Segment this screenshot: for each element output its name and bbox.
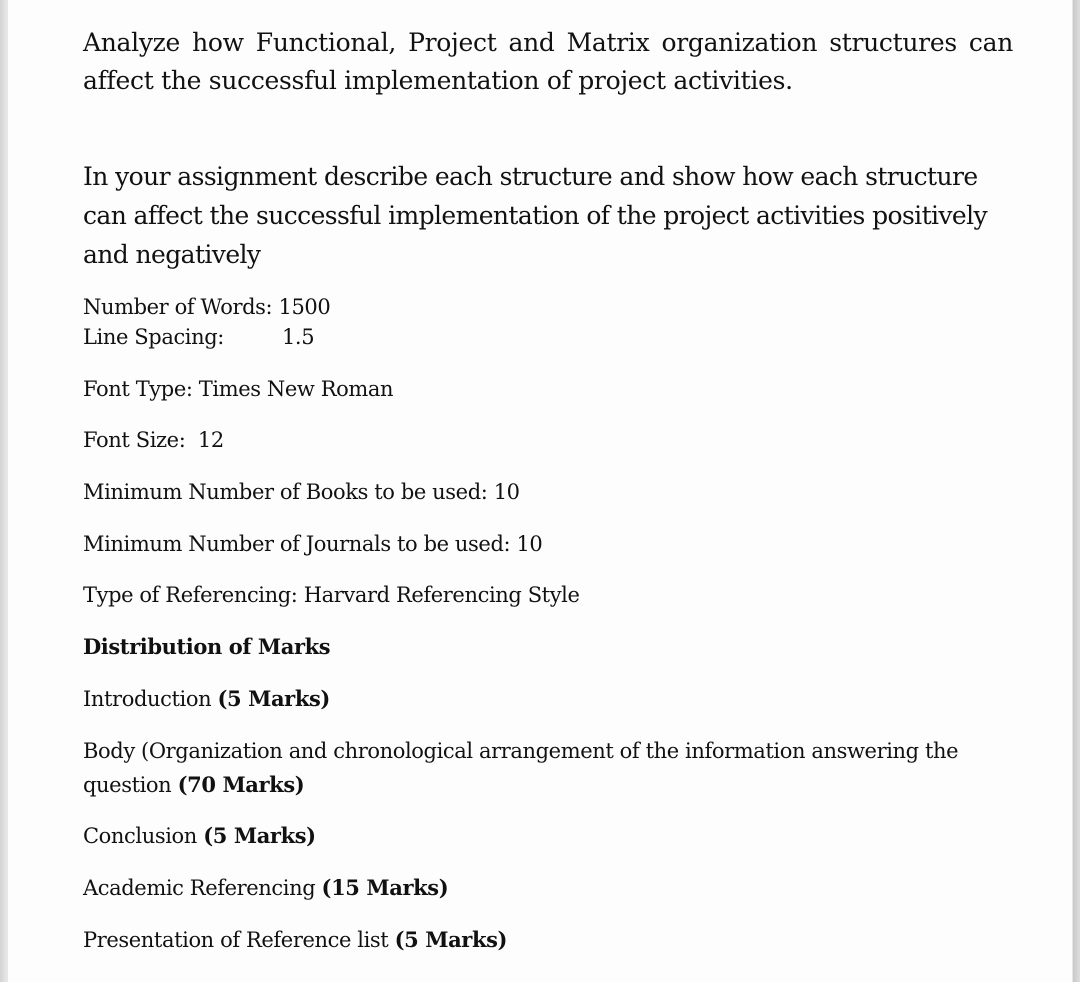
min-journals-line: Minimum Number of Journals to be used: 10: [83, 532, 543, 556]
word-count-label: Number of Words:: [83, 295, 273, 319]
word-count-value: 1500: [278, 295, 331, 319]
marks-item-value: (70 Marks): [177, 772, 305, 797]
referencing-line: Type of Referencing: Harvard Referencing Style: [83, 583, 580, 607]
document-page: [7, 0, 1073, 982]
word-count-line: [83, 292, 330, 322]
marks-item: [83, 821, 316, 851]
line-spacing-value: 1.5: [281, 325, 315, 349]
font-type-line: Font Type: Times New Roman: [83, 377, 394, 401]
line-spacing-line: [83, 322, 314, 352]
marks-item-value: (5 Marks): [203, 823, 316, 848]
marks-item-label: Conclusion: [83, 824, 204, 848]
page-left-edge: [0, 0, 7, 982]
marks-item-value: (15 Marks): [321, 875, 449, 900]
marks-item: [83, 925, 507, 955]
marks-heading: Distribution of Marks: [83, 634, 331, 659]
font-size-line: Font Size: 12: [83, 428, 224, 452]
min-books-line: Minimum Number of Books to be used: 10: [83, 480, 520, 504]
marks-item-label: Academic Referencing: [83, 876, 322, 900]
marks-item-value: (5 Marks): [217, 686, 330, 711]
marks-item-label: Presentation of Reference list: [83, 928, 395, 952]
marks-item: [83, 684, 330, 714]
marks-item-label: Body (Organization and chronological arrangement of the information answering the question: [83, 739, 965, 797]
assignment-instructions: In your assignment describe each structure and show how each structure can affect the successful implementation of the project activities positively and negatively: [83, 162, 988, 269]
assignment-question: Analyze how Functional, Project and Matrix organization structures can affect the successful implementation of project activities.: [83, 28, 1013, 95]
marks-item: [83, 873, 448, 903]
page-right-edge: [1073, 0, 1080, 982]
marks-item: [83, 734, 1013, 802]
marks-item-value: (5 Marks): [394, 927, 508, 952]
marks-item-label: Introduction: [83, 687, 218, 711]
line-spacing-label: Line Spacing:: [83, 325, 224, 349]
